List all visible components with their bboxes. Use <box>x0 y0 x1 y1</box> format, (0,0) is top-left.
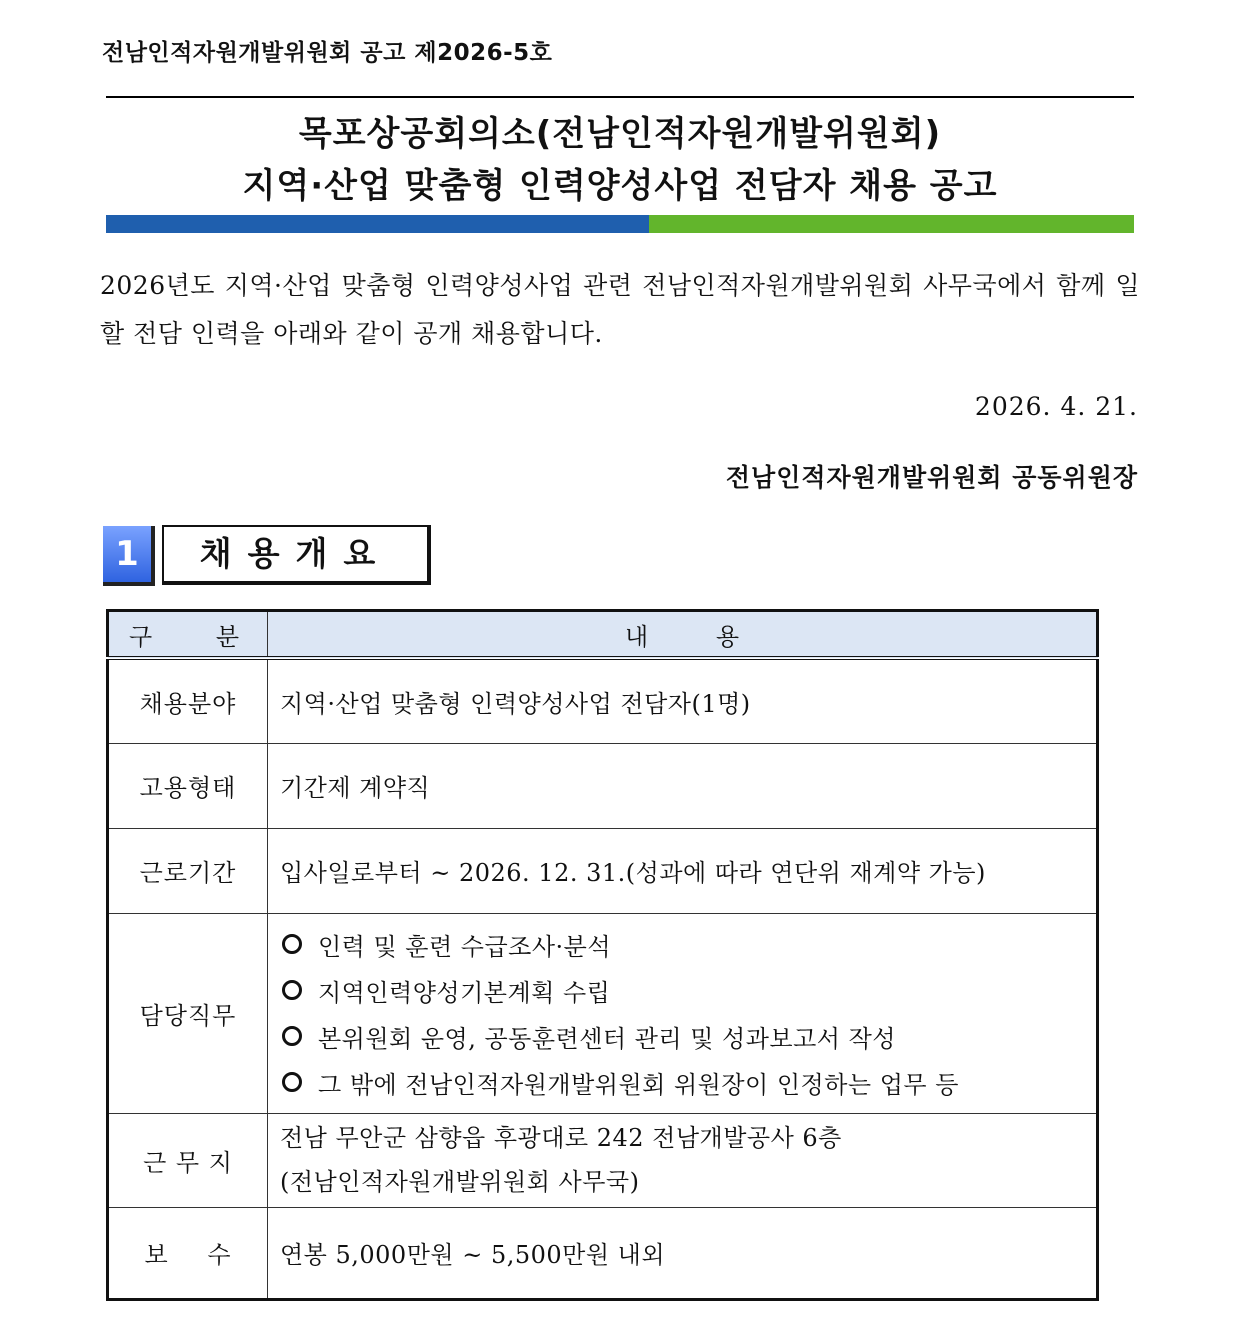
section-title: 채용개요 <box>162 525 431 585</box>
location-line-2: (전남인적자원개발위원회 사무국) <box>280 1168 640 1196</box>
table-header-row <box>108 611 1098 659</box>
list-item: 그 밖에 전남인적자원개발위원회 위원장이 인정하는 업무 등 <box>280 1059 1096 1105</box>
header-category: 구 분 <box>108 611 268 659</box>
issuer: 전남인적자원개발위원회 공동위원장 <box>725 463 1138 492</box>
list-item: 인력 및 훈련 수급조사·분석 <box>280 921 1096 967</box>
row-value <box>268 1113 1098 1207</box>
notice-number: 전남인적자원개발위원회 공고 제2026-5호 <box>102 40 553 66</box>
row-value: 입사일로부터 ~ 2026. 12. 31.(성과에 따라 연단위 재계약 가능) <box>268 828 1098 913</box>
list-item: 본위원회 운영, 공동훈련센터 관리 및 성과보고서 작성 <box>280 1013 1096 1059</box>
section-number-badge: 1 <box>103 526 155 586</box>
duties-list <box>268 913 1098 1113</box>
row-label: 담당직무 <box>108 913 268 1113</box>
recruitment-summary-table <box>106 609 1099 1301</box>
row-label: 채용분야 <box>108 658 268 743</box>
title-line-1: 목포상공회의소(전남인적자원개발위원회) <box>298 114 942 154</box>
row-value: 연봉 5,000만원 ~ 5,500만원 내외 <box>268 1207 1098 1299</box>
table-row <box>108 913 1098 1113</box>
circle-bullet-icon <box>282 1072 302 1092</box>
row-label: 보 수 <box>108 1207 268 1299</box>
header-content: 내 용 <box>268 611 1098 659</box>
intro-paragraph: 2026년도 지역·산업 맞춤형 인력양성사업 관련 전남인적자원개발위원회 사무국에서 함께 일할 전담 인력을 아래와 같이 공개 채용합니다. <box>100 271 1140 348</box>
row-value: 기간제 계약직 <box>268 743 1098 828</box>
row-value: 지역·산업 맞춤형 인력양성사업 전담자(1명) <box>268 658 1098 743</box>
title-line-2: 지역·산업 맞춤형 인력양성사업 전담자 채용 공고 <box>242 166 998 206</box>
title-band-green <box>649 215 1134 233</box>
table-row <box>108 658 1098 743</box>
notice-date: 2026. 4. 21. <box>974 392 1138 421</box>
top-rule <box>106 96 1134 98</box>
circle-bullet-icon <box>282 980 302 1000</box>
circle-bullet-icon <box>282 1026 302 1046</box>
table-row <box>108 743 1098 828</box>
row-label: 근 무 지 <box>108 1113 268 1207</box>
location-line-1: 전남 무안군 삼향읍 후광대로 242 전남개발공사 6층 <box>280 1124 842 1152</box>
table-row <box>108 1113 1098 1207</box>
circle-bullet-icon <box>282 934 302 954</box>
list-item: 지역인력양성기본계획 수립 <box>280 967 1096 1013</box>
row-label: 고용형태 <box>108 743 268 828</box>
row-label: 근로기간 <box>108 828 268 913</box>
table-row <box>108 828 1098 913</box>
title-band-blue <box>106 215 649 233</box>
table-row <box>108 1207 1098 1299</box>
